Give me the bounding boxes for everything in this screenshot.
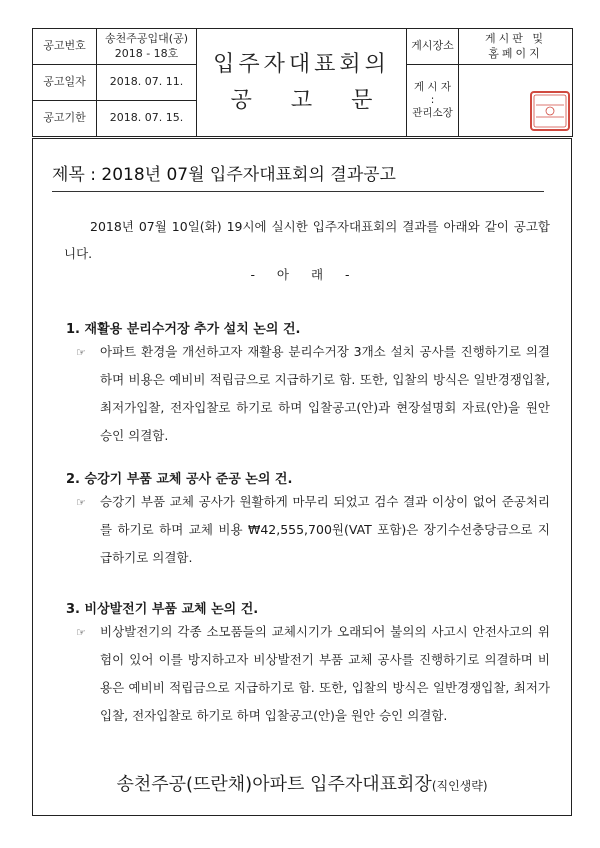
- notice-number-value: 송천주공입대(공) 2018 - 18호: [97, 29, 197, 65]
- intro-paragraph: 2018년 07월 10일(화) 19시에 실시한 입주자대표회의 결과를 아래와 같이 공고합니다.: [64, 219, 550, 261]
- seal-omitted-note: (직인생략): [431, 779, 488, 793]
- notice-title: 제목 : 2018년 07월 입주자대표회의 결과공고: [52, 165, 396, 185]
- notice-header-table: [32, 28, 573, 137]
- heading-line-2: 공 고 문: [230, 87, 373, 113]
- heading-line-1: 입주자대표회의: [213, 51, 390, 77]
- post-place-value: 게시판 및 홈페이지: [459, 29, 573, 65]
- section-1-text: 아파트 환경을 개선하고자 재활용 분리수거장 3개소 설치 공사를 진행하기로 의결하며 비용은 예비비 적립금으로 지급하기로 함. 또한, 입찰의 방식은 일반경쟁입찰, 최저가입찰, 전자입찰로 하기로 하며 입찰공고(안)과 현장설명회 자료(안)을 원안 승인 의결함.: [100, 344, 550, 443]
- official-seal-icon: [528, 89, 572, 133]
- notice-deadline-label: 공고기한: [33, 101, 97, 137]
- notice-deadline-value: 2018. 07. 15.: [97, 101, 197, 137]
- pointing-hand-icon: ☞: [76, 346, 86, 359]
- section-2-heading: 2. 승강기 부품 교체 공사 준공 논의 건.: [66, 472, 293, 487]
- signatory-name: 송천주공(뜨란채)아파트 입주자대표회장: [116, 774, 432, 795]
- poster-label: 게 시 자 : 관리소장: [407, 65, 459, 137]
- below-marker: - 아 래 -: [250, 267, 350, 282]
- title-divider: [52, 191, 544, 192]
- section-2-text: 승강기 부품 교체 공사가 원활하게 마무리 되었고 검수 결과 이상이 없어 준공처리를 하기로 하며 교체 비용 ₩42,555,700원(VAT 포함)은 장기수선충당금으로 지급하기로 의결함.: [100, 494, 550, 565]
- signature-line: [32, 770, 572, 796]
- notice-number-label: 공고번호: [33, 29, 97, 65]
- pointing-hand-icon: ☞: [76, 626, 86, 639]
- pointing-hand-icon: ☞: [76, 496, 86, 509]
- notice-date-value: 2018. 07. 11.: [97, 65, 197, 101]
- section-3-text: 비상발전기의 각종 소모품들의 교체시기가 오래되어 불의의 사고시 안전사고의 위험이 있어 이를 방지하고자 비상발전기 부품 교체 공사를 진행하기로 의결하며 비용은 예비비 적립금으로 지급하기로 함. 또한, 입찰의 방식은 일반경쟁입찰, 최저가입찰, 전자입찰로 하기로 하며 입찰공고(안)을 원안 승인 의결함.: [100, 624, 550, 723]
- post-place-label: 게시장소: [407, 29, 459, 65]
- section-1-heading: 1. 재활용 분리수거장 추가 설치 논의 건.: [66, 322, 301, 337]
- section-3-heading: 3. 비상발전기 부품 교체 논의 건.: [66, 602, 259, 617]
- notice-heading: [197, 29, 407, 137]
- notice-date-label: 공고일자: [33, 65, 97, 101]
